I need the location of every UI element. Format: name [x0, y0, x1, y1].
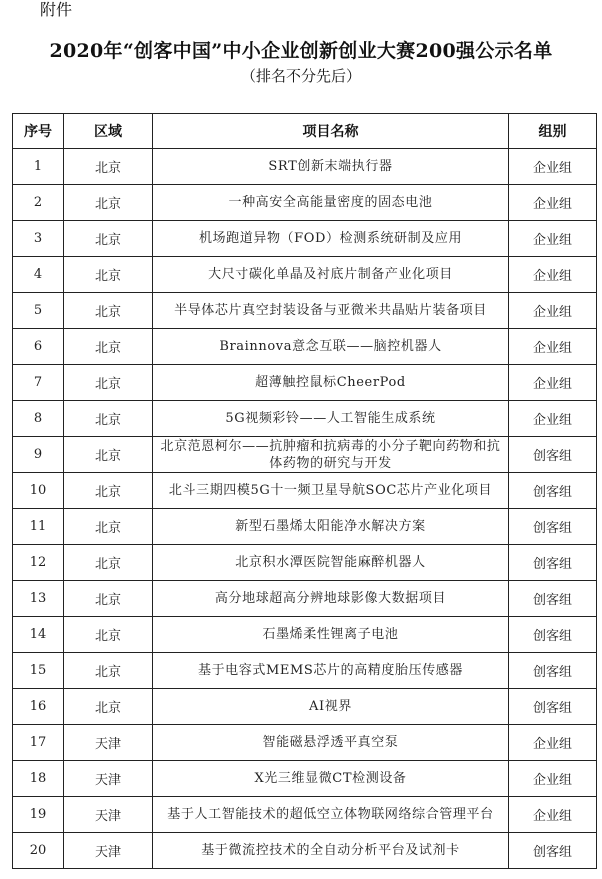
row-group: 创客组	[509, 545, 597, 581]
row-project-name: AI视界	[153, 689, 509, 725]
row-number: 15	[13, 653, 64, 689]
row-project-name: 大尺寸碳化单晶及衬底片制备产业化项目	[153, 257, 509, 293]
row-project-name: 基于电容式MEMS芯片的高精度胎压传感器	[153, 653, 509, 689]
row-region: 北京	[64, 365, 153, 401]
row-group: 企业组	[509, 761, 597, 797]
row-region: 北京	[64, 473, 153, 509]
row-number: 11	[13, 509, 64, 545]
row-number: 12	[13, 545, 64, 581]
table-header-row	[13, 114, 597, 149]
row-region: 北京	[64, 509, 153, 545]
table-row	[13, 473, 597, 509]
row-group: 企业组	[509, 797, 597, 833]
table-row	[13, 617, 597, 653]
row-group: 企业组	[509, 221, 597, 257]
row-number: 20	[13, 833, 64, 869]
row-region: 北京	[64, 329, 153, 365]
row-group: 创客组	[509, 833, 597, 869]
row-region: 北京	[64, 293, 153, 329]
table-row	[13, 329, 597, 365]
row-region: 北京	[64, 545, 153, 581]
row-group: 企业组	[509, 365, 597, 401]
row-region: 北京	[64, 149, 153, 185]
table-row	[13, 149, 597, 185]
project-list-table	[12, 113, 597, 869]
row-project-name: X光三维显微CT检测设备	[153, 761, 509, 797]
row-number: 13	[13, 581, 64, 617]
row-project-name: 新型石墨烯太阳能净水解决方案	[153, 509, 509, 545]
row-group: 企业组	[509, 149, 597, 185]
row-project-name: 基于微流控技术的全自动分析平台及试剂卡	[153, 833, 509, 869]
table-row	[13, 437, 597, 473]
row-number: 14	[13, 617, 64, 653]
table-row	[13, 221, 597, 257]
row-project-name: 高分地球超高分辨地球影像大数据项目	[153, 581, 509, 617]
row-group: 企业组	[509, 293, 597, 329]
row-number: 2	[13, 185, 64, 221]
row-project-name: 北京范恩柯尔——抗肿瘤和抗病毒的小分子靶向药物和抗体药物的研究与开发	[153, 437, 509, 473]
row-project-name: 北京积水潭医院智能麻醉机器人	[153, 545, 509, 581]
row-region: 北京	[64, 401, 153, 437]
row-project-name: 石墨烯柔性锂离子电池	[153, 617, 509, 653]
row-group: 创客组	[509, 617, 597, 653]
table-row	[13, 653, 597, 689]
row-group: 创客组	[509, 473, 597, 509]
row-region: 北京	[64, 689, 153, 725]
table-row	[13, 725, 597, 761]
table-row	[13, 257, 597, 293]
header-number: 序号	[13, 114, 64, 149]
row-group: 企业组	[509, 329, 597, 365]
row-number: 4	[13, 257, 64, 293]
table-row	[13, 797, 597, 833]
row-group: 企业组	[509, 725, 597, 761]
row-number: 8	[13, 401, 64, 437]
document-title: 2020年“创客中国”中小企业创新创业大赛200强公示名单	[49, 40, 553, 62]
attachment-label: 附件	[40, 0, 73, 19]
row-group: 企业组	[509, 185, 597, 221]
row-number: 17	[13, 725, 64, 761]
row-region: 北京	[64, 617, 153, 653]
table-row	[13, 581, 597, 617]
row-region: 北京	[64, 437, 153, 473]
row-group: 创客组	[509, 437, 597, 473]
row-project-name: 一种高安全高能量密度的固态电池	[153, 185, 509, 221]
row-number: 7	[13, 365, 64, 401]
table-row	[13, 401, 597, 437]
row-region: 北京	[64, 185, 153, 221]
row-number: 5	[13, 293, 64, 329]
row-project-name: 机场跑道异物（FOD）检测系统研制及应用	[153, 221, 509, 257]
row-project-name: 5G视频彩铃——人工智能生成系统	[153, 401, 509, 437]
row-number: 6	[13, 329, 64, 365]
row-project-name: 超薄触控鼠标CheerPod	[153, 365, 509, 401]
table-row	[13, 761, 597, 797]
row-region: 天津	[64, 761, 153, 797]
table-row	[13, 689, 597, 725]
header-region: 区域	[64, 114, 153, 149]
row-number: 10	[13, 473, 64, 509]
row-project-name: 半导体芯片真空封装设备与亚微米共晶贴片装备项目	[153, 293, 509, 329]
header-project-name: 项目名称	[153, 114, 509, 149]
table-row	[13, 185, 597, 221]
row-project-name: SRT创新末端执行器	[153, 149, 509, 185]
row-number: 9	[13, 437, 64, 473]
row-group: 创客组	[509, 653, 597, 689]
row-region: 北京	[64, 653, 153, 689]
row-group: 企业组	[509, 401, 597, 437]
row-region: 天津	[64, 797, 153, 833]
row-project-name: 智能磁悬浮透平真空泵	[153, 725, 509, 761]
row-region: 北京	[64, 581, 153, 617]
row-project-name: Brainnova意念互联——脑控机器人	[153, 329, 509, 365]
row-region: 北京	[64, 221, 153, 257]
row-number: 3	[13, 221, 64, 257]
header-group: 组别	[509, 114, 597, 149]
table-row	[13, 833, 597, 869]
table-row	[13, 545, 597, 581]
document-subtitle: （排名不分先后）	[240, 67, 361, 85]
table-row	[13, 293, 597, 329]
table-row	[13, 365, 597, 401]
row-group: 创客组	[509, 509, 597, 545]
row-group: 企业组	[509, 257, 597, 293]
table-row	[13, 509, 597, 545]
row-number: 16	[13, 689, 64, 725]
row-number: 19	[13, 797, 64, 833]
row-group: 创客组	[509, 689, 597, 725]
row-region: 北京	[64, 257, 153, 293]
row-region: 天津	[64, 833, 153, 869]
row-project-name: 北斗三期四模5G十一频卫星导航SOC芯片产业化项目	[153, 473, 509, 509]
row-number: 1	[13, 149, 64, 185]
row-project-name: 基于人工智能技术的超低空立体物联网络综合管理平台	[153, 797, 509, 833]
row-number: 18	[13, 761, 64, 797]
row-region: 天津	[64, 725, 153, 761]
row-group: 创客组	[509, 581, 597, 617]
